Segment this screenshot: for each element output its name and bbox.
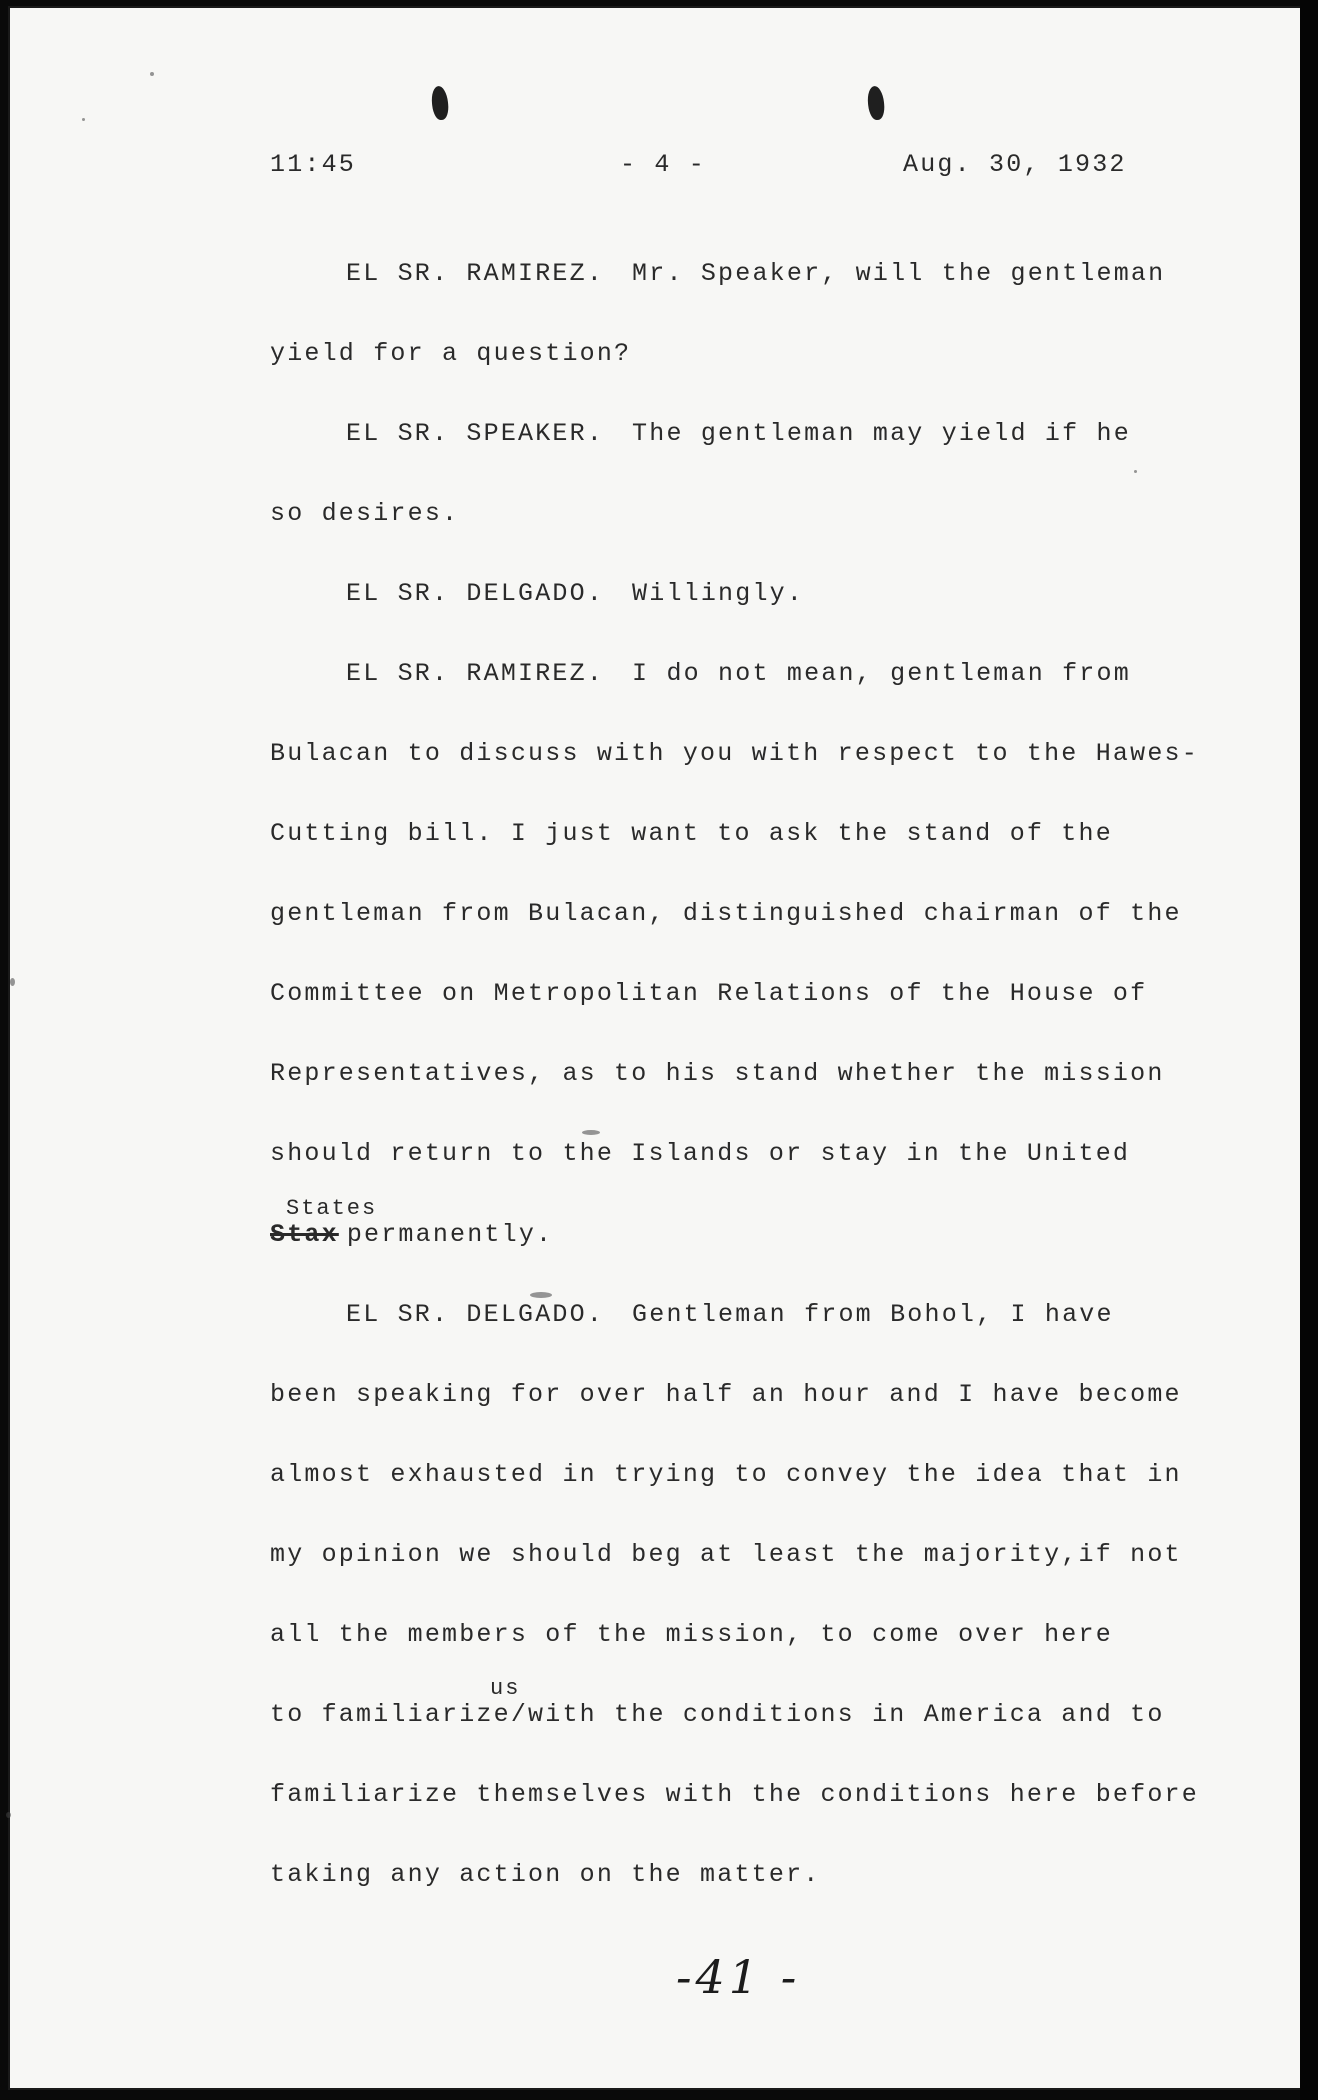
text-line: gentleman from Bulacan, distinguished chairman of the <box>270 899 1182 928</box>
text-line: familiarize themselves with the conditions here before <box>270 1780 1199 1809</box>
handwritten-insertion: States <box>286 1196 378 1221</box>
text-line: to familiarize/with the conditions in America and to <box>270 1700 1165 1729</box>
text-line: Cutting bill. I just want to ask the stand of the <box>270 819 1113 848</box>
speaker-name: EL SR. RAMIREZ. <box>346 659 605 688</box>
header-time: 11:45 <box>270 150 357 179</box>
handwritten-insertion: us <box>490 1676 521 1701</box>
header-date: Aug. 30, 1932 <box>903 150 1127 179</box>
paragraph-3-first-line <box>346 581 804 606</box>
speech-text: Mr. Speaker, will the gentleman <box>632 259 1166 288</box>
text-line-with-correction <box>270 1222 553 1247</box>
paragraph-1-first-line <box>346 261 1165 286</box>
speaker-name: EL SR. RAMIREZ. <box>346 259 605 288</box>
text-line-rest: permanently. <box>346 1220 554 1249</box>
speech-text: The gentleman may yield if he <box>632 419 1131 448</box>
text-line: been speaking for over half an hour and I have become <box>270 1380 1182 1409</box>
speaker-name: EL SR. DELGADO. <box>346 579 605 608</box>
handwritten-page-number: -41 - <box>676 1950 801 2004</box>
text-line: Representatives, as to his stand whether the mission <box>270 1059 1165 1088</box>
text-line: Bulacan to discuss with you with respect to the Hawes- <box>270 739 1199 768</box>
text-line: almost exhausted in trying to convey the idea that in <box>270 1460 1182 1489</box>
scan-speck <box>150 72 154 76</box>
scan-frame-edge <box>1300 0 1318 2100</box>
scan-speck <box>582 1130 600 1135</box>
text-line: Committee on Metropolitan Relations of the House of <box>270 979 1148 1008</box>
document-page <box>10 8 1300 2088</box>
speaker-name: EL SR. SPEAKER. <box>346 419 605 448</box>
text-line: yield for a question? <box>270 339 632 368</box>
scan-speck <box>530 1292 552 1298</box>
speech-text: Gentleman from Bohol, I have <box>632 1300 1114 1329</box>
scan-speck <box>82 118 85 121</box>
speech-text: I do not mean, gentleman from <box>632 659 1131 688</box>
speech-text: Willingly. <box>632 579 805 608</box>
text-line: all the members of the mission, to come over here <box>270 1620 1113 1649</box>
scan-speck <box>10 978 15 986</box>
text-line: taking any action on the matter. <box>270 1860 821 1889</box>
header-page: - 4 - <box>620 150 707 179</box>
paragraph-5-first-line <box>346 1302 1114 1327</box>
struck-word: Stax <box>270 1220 339 1249</box>
scan-speck <box>6 1812 11 1818</box>
text-line: my opinion we should beg at least the majority,if not <box>270 1540 1182 1569</box>
speaker-name: EL SR. DELGADO. <box>346 1300 605 1329</box>
paragraph-2-first-line <box>346 421 1131 446</box>
text-line: so desires. <box>270 499 460 528</box>
text-line: should return to the Islands or stay in the United <box>270 1139 1131 1168</box>
paragraph-4-first-line <box>346 661 1131 686</box>
scan-speck <box>1134 470 1137 473</box>
